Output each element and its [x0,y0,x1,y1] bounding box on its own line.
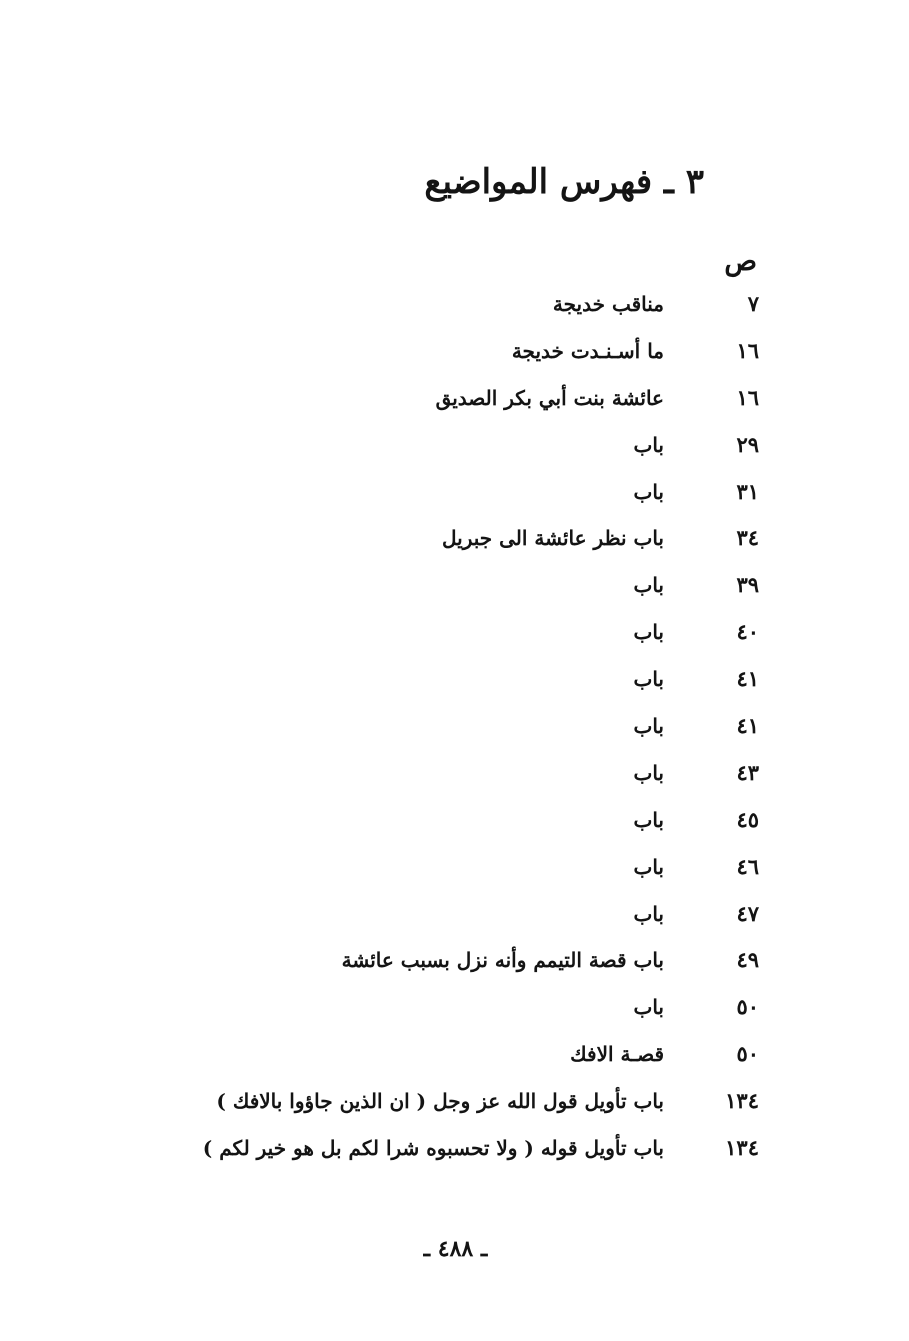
toc-entry [79,614,759,661]
table-of-contents [79,286,759,1177]
toc-entry [79,849,759,896]
toc-topic: باب تأويل قوله ( ولا تحسبوه شرا لكم بل هو خير لكم ) [202,1136,664,1161]
toc-entry [79,802,759,849]
toc-page-number: ٣٩ [736,572,759,598]
toc-entry [79,661,759,708]
toc-page-number: ١٣٤ [725,1088,759,1114]
toc-entry [79,1130,759,1177]
toc-entry [79,896,759,943]
toc-topic: باب [633,901,664,926]
toc-entry [79,520,759,567]
toc-page-number: ٧ [747,291,759,316]
toc-topic: باب [633,760,664,785]
toc-page-number: ٤١ [736,713,759,739]
toc-topic: باب نظر عائشة الى جبريل [442,526,664,551]
toc-entry [79,380,759,427]
toc-page-number: ٥٠ [736,1041,759,1067]
toc-topic: باب [633,807,664,832]
toc-page-number: ٣١ [736,478,759,504]
toc-entry [79,1036,759,1083]
toc-entry [79,989,759,1036]
toc-page-number: ٢٩ [736,431,759,457]
toc-entry [79,1083,759,1130]
page-footer [0,1232,909,1266]
page-number-footer: ـ ٤٨٨ ـ [423,1236,488,1262]
toc-page-number: ٤٩ [736,947,759,973]
page-column-header: ص [724,246,757,277]
toc-topic: باب تأويل قول الله عز وجل ( ان الذين جاؤوا بالافك ) [216,1089,664,1114]
toc-entry [79,755,759,802]
toc-page-number: ٣٤ [736,525,759,551]
toc-page-number: ٤٠ [736,619,759,645]
toc-entry [79,333,759,380]
toc-page-number: ٤٦ [736,853,759,879]
toc-topic: باب [633,479,664,504]
toc-topic: باب [633,620,664,645]
page-title: ٣ ـ فهرس المواضيع [424,162,704,202]
toc-entry [79,427,759,474]
toc-page-number: ١٦ [736,337,759,363]
toc-topic: ما أسـنـدت خديجة [511,338,664,363]
toc-page-number: ٤٣ [736,759,759,785]
toc-entry [79,567,759,614]
toc-topic: مناقب خديجة [552,292,664,316]
toc-entry [79,708,759,755]
toc-entry [79,942,759,989]
toc-topic: قصـة الافك [570,1042,664,1067]
toc-topic: باب [633,714,664,739]
toc-entry [79,474,759,521]
toc-topic: باب [633,573,664,598]
toc-page-number: ٤٧ [736,900,759,926]
toc-topic: باب [633,667,664,692]
toc-page-number: ٤١ [736,666,759,692]
toc-page-number: ٤٥ [736,806,759,832]
toc-page-number: ٥٠ [736,994,759,1020]
toc-page-number: ١٦ [736,384,759,410]
toc-topic: عائشة بنت أبي بكر الصديق [435,385,664,410]
toc-topic: باب [633,432,664,457]
toc-page-number: ١٣٤ [725,1135,759,1161]
toc-topic: باب [633,854,664,879]
toc-topic: باب قصة التيمم وأنه نزل بسبب عائشة [341,948,664,973]
toc-entry [79,286,759,333]
toc-topic: باب [633,995,664,1020]
